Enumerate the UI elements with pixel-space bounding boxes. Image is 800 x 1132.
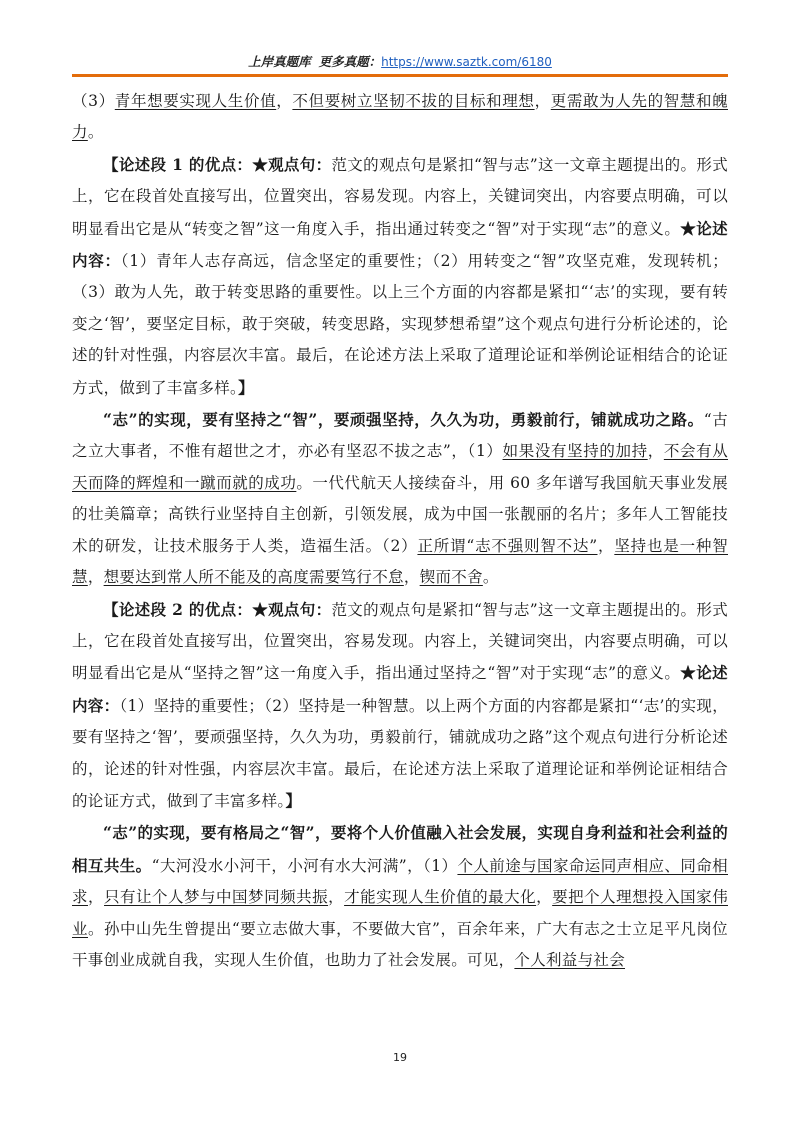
text: ， — [276, 92, 293, 110]
text: “大河没水小河干，小河有水大河满”，（1） — [151, 856, 458, 875]
underlined-text: 才能实现人生价值的最大化 — [344, 888, 537, 907]
text: ， — [87, 568, 104, 587]
text: 范文的观点句是紧扣“智与志”这一文章主题提出的。形式上，它在段首处直接写出，位置突出，容易发现。内容上，关键词突出，内容要点明确，可以明显看出它是从“转变之智”这一角度入手，指出通过转变之“智”对于实现“志”的意义。 — [72, 155, 728, 238]
underlined-text: 要把个人理想投入国家伟业 — [72, 888, 728, 938]
text: 。孙中山先生曾提出“要立志做大事，不要做大官”，百余年来，广大有志之士立足平凡岗位干事创业成就自我，实现人生价值，也助力了社会发展。可见， — [72, 919, 728, 969]
text: ， — [328, 888, 345, 907]
underlined-text: 更需敢为人先的智慧和魄力 — [72, 92, 728, 142]
paragraph-body-2 — [72, 404, 728, 593]
text: ， — [534, 92, 551, 110]
topic-sentence: “志”的实现，要有格局之“智”，要将个人价值融入社会发展，实现自身利益和社会利益的相互共生。 — [72, 823, 728, 875]
bold-bracket: 】 — [238, 377, 254, 397]
text: ， — [536, 888, 553, 907]
header-site-name: 上岸真题库 — [248, 54, 311, 69]
bold-bracket: 】 — [285, 790, 302, 810]
paragraph-analysis-1 — [72, 149, 728, 404]
text: （1）坚持的重要性；（2）坚持是一种智慧。以上两个方面的内容都是紧扣“‘志’的实现，要有坚持之‘智’，要顽强坚持，久久为功，勇毅前行，铺就成功之路”这个观点句进行分析论述的，论述的针对性强，内容层次丰富。最后，在论述方法上采取了道理论证和举例论证相结合的论证方式，做到了丰富多样。 — [72, 696, 728, 810]
text: “古之立大事者，不惟有超世之才，亦必有坚忍不拔之志”，（1） — [72, 411, 728, 461]
underlined-text: 不会有从天而降的辉煌和一蹴而就的成功 — [72, 442, 729, 492]
bold-heading: 【论述段 2 的优点：★观点句： — [103, 599, 332, 619]
header-rule — [72, 74, 728, 77]
bold-heading: ★论述内容： — [72, 663, 728, 715]
underlined-text: 如果没有坚持的加持 — [502, 442, 648, 461]
underlined-text: 不但要树立坚韧不拔的目标和理想 — [292, 92, 535, 110]
paragraph-1 — [72, 86, 728, 149]
page-number: 19 — [393, 1051, 407, 1064]
text: 。 — [482, 568, 499, 587]
underlined-text: 正所谓“志不强则智不达” — [417, 536, 598, 555]
document-body — [72, 86, 728, 976]
header-url-link[interactable]: https://www.saztk.com/6180 — [381, 55, 552, 69]
text: 范文的观点句是紧扣“智与志”这一文章主题提出的。形式上，它在段首处直接写出，位置突出，容易发现。内容上，关键词突出，内容要点明确，可以明显看出它是从“坚持之智”这一角度入手，指出通过坚持之“智”对于实现“志”的意义。 — [72, 600, 728, 683]
text: ， — [88, 888, 105, 907]
underlined-text: 想要达到常人所不能及的高度需要笃行不怠 — [103, 568, 404, 587]
underlined-text: 坚持也是一种智慧 — [72, 536, 728, 587]
text: 。 — [87, 123, 104, 142]
paragraph-analysis-2 — [72, 594, 728, 818]
text: ， — [647, 442, 664, 461]
text: （1）青年人志存高远，信念坚定的重要性；（2）用转变之“智”攻坚克难，发现转机；（3）敢为人先，敢于转变思路的重要性。以上三个方面的内容都是紧扣“‘志’的实现，要有转变之‘智’，要坚定目标，敢于突破，转变思路，实现梦想希望”这个观点句进行分析论述的，论述的针对性强，内容层次丰富。最后，在论述方法上采取了道理论证和举例论证相结合的论证方式，做到了丰富多样。 — [72, 252, 729, 397]
underlined-text: 青年想要实现人生价值 — [114, 92, 277, 110]
underlined-text: 只有让个人梦与中国梦同频共振 — [104, 888, 329, 907]
bold-heading: ★论述内容： — [72, 218, 728, 271]
header-more-label: 更多真题： — [318, 54, 382, 69]
page-header — [72, 50, 728, 74]
underlined-text: 锲而不舍 — [419, 568, 483, 587]
underlined-text: 个人利益与社会 — [514, 950, 626, 969]
topic-sentence: “志”的实现，要有坚持之“智”，要顽强坚持，久久为功，勇毅前行，铺就成功之路。 — [103, 410, 704, 430]
text: ， — [403, 568, 420, 587]
text: ， — [597, 536, 615, 555]
underlined-text: 个人前途与国家命运同声相应、同命相求 — [72, 856, 728, 907]
paragraph-body-3 — [72, 817, 728, 976]
bold-heading: 【论述段 1 的优点：★观点句： — [103, 154, 332, 174]
text: （3） — [72, 92, 115, 110]
text: 。一代代航天人接续奋斗，用 60 多年谱写我国航天事业发展的壮美篇章；高铁行业坚持自主创新，引领发展，成为中国一张靓丽的名片；多年人工智能技术的研发，让技术服务于人类，造福生活。（2） — [72, 473, 728, 555]
